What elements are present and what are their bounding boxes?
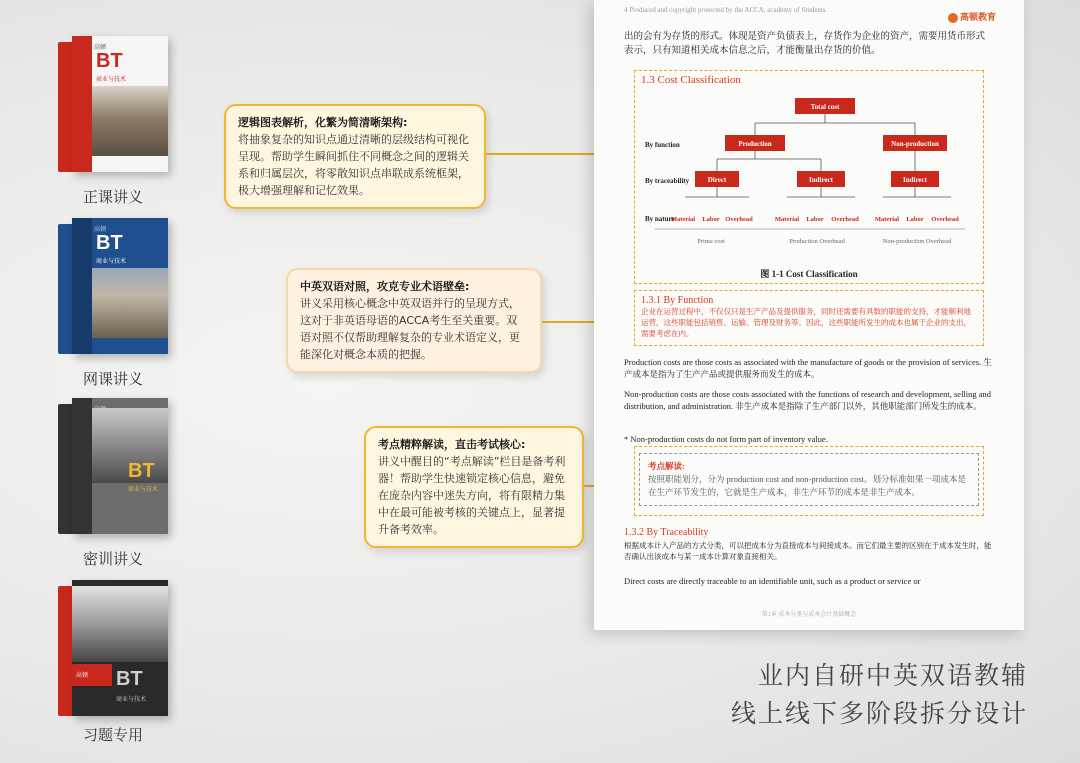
- page-footer: 第1章 成本分类与成本会计基础概念: [761, 612, 857, 618]
- bottom-production-overhead: Production Overhead: [789, 238, 845, 245]
- label-indirect-2: Indirect: [903, 176, 927, 184]
- slogan-line-1: 业内自研中英双语教辅: [757, 661, 1028, 690]
- caption-intensive: 密训讲义: [82, 550, 143, 568]
- caption-lecture: 正课讲义: [82, 188, 143, 206]
- bilingual-box: [634, 290, 984, 346]
- nature-labor-1: Labor: [702, 216, 720, 223]
- label-indirect-1: Indirect: [809, 176, 833, 184]
- building-photo: [92, 268, 168, 338]
- callout-bilingual: [286, 268, 542, 373]
- production-paragraph: Production costs are those costs as associated with the manufacture of goods or the provision of services. 生产成本是指为了生产产品或提供服务而发生的成本。: [624, 357, 992, 379]
- building-photo: [92, 86, 168, 156]
- label-total-cost: Total cost: [810, 103, 840, 111]
- callout-title: 逻辑图表解析，化繁为简清晰架构:: [238, 116, 408, 129]
- non-production-paragraph: Non-production costs are those costs associated with the functions of research and development, selling and distribution, and administration. 非生产成本是指除了生产部门以外，其他职能部门所发生的成本。: [624, 389, 992, 411]
- book-subtitle: 商业与技术: [128, 487, 159, 493]
- label-non-production: Non-production: [891, 140, 939, 148]
- nature-material-3: Material: [874, 216, 900, 223]
- nature-labor-3: Labor: [906, 216, 924, 223]
- section-title: 1.3 Cost Classification: [641, 74, 741, 86]
- exam-tip-title: 考点解读:: [648, 461, 685, 471]
- book-lecture: [58, 36, 168, 178]
- book-code: BT: [96, 50, 123, 72]
- row-label-traceability: By traceability: [645, 177, 690, 185]
- book-cover: [72, 36, 168, 172]
- nature-overhead-2: Overhead: [831, 216, 859, 223]
- callout-body: 讲义采用核心概念中英双语并行的呈现方式，这对于非英语母语的ACCA考生至关重要。双语对照不仅帮助理解复杂的专业术语定义，更能深化对概念本质的把握。: [300, 297, 520, 361]
- row-label-function: By function: [645, 141, 680, 149]
- exam-tip-outer: [634, 446, 984, 516]
- row-label-nature: By nature: [645, 215, 675, 223]
- traceability-zh-paragraph: 根据成本计入产品的方式分类，可以把成本分为直接成本与间接成本。而它们最主要的区别在于成本发生时，能否确认出该成本与某一成本计算对象直接相关。: [624, 541, 992, 561]
- book-subtitle: 商业与技术: [96, 77, 127, 83]
- book-cover: [72, 580, 168, 716]
- label-direct: Direct: [707, 176, 727, 184]
- exam-tip-body: 按照职能划分，分为 production cost and non-production cost。划分标准如果一项成本是在生产环节发生的，它就是生产成本，非生产环节的成本是非生产成本。: [648, 474, 967, 497]
- nature-overhead-1: Overhead: [725, 216, 753, 223]
- callout-exam-points: [364, 426, 584, 548]
- nature-material-1: Material: [670, 216, 696, 223]
- book-cover: [72, 218, 168, 354]
- label-production: Production: [738, 140, 772, 148]
- book-brand: 高顿: [94, 227, 107, 233]
- book-cover: [72, 398, 168, 534]
- book-subtitle: 商业与技术: [96, 259, 127, 265]
- diagram-box: [634, 70, 984, 284]
- logo-icon: [948, 13, 958, 23]
- callout-diagram: [224, 104, 486, 209]
- slogan-line-2: 线上线下多阶段拆分设计: [730, 699, 1028, 728]
- cost-classification-diagram: [635, 93, 985, 263]
- book-code: BT: [96, 232, 123, 254]
- book-code: BT: [128, 460, 155, 482]
- bottom-prime-cost: Prime cost: [697, 238, 725, 245]
- nature-labor-2: Labor: [806, 216, 824, 223]
- function-zh-paragraph: 企业在运营过程中，不仅仅只是生产产品及提供服务，同时还需要有具数的职能的支持，才能顺利地运营，这些职能包括销售、运输、管理及财务等。因此，这些职能所发生的成本也属于企业的支出，需要考虑在内。: [641, 307, 971, 338]
- book-online: [58, 218, 168, 360]
- callout-body: 将抽象复杂的知识点通过清晰的层级结构可视化呈现。帮助学生瞬间抓住不同概念之间的逻辑关系和归属层次，将零散知识点串联成系统框架，极大增强理解和记忆效果。: [238, 133, 469, 197]
- book-intensive: [58, 398, 168, 540]
- subsection-title-function: 1.3.1 By Function: [641, 295, 714, 306]
- textbook-page: [594, 0, 1024, 630]
- intro-paragraph: 出的会有为存货的形式。体现是资产负债表上，存货作为企业的资产，需要用货币形式表示，只有知道相关成本信息之后，才能衡量出存货的价值。: [624, 32, 986, 56]
- brand-logo: 高顿教育: [948, 10, 996, 23]
- figure-caption: 图 1-1 Cost Classification: [760, 269, 858, 279]
- nature-overhead-3: Overhead: [931, 216, 959, 223]
- palace-photo: [72, 586, 168, 662]
- caption-exercise: 习题专用: [82, 726, 143, 744]
- callout-body: 讲义中醒目的“考点解读”栏目是备考利器！帮助学生快速锁定核心信息，避免在庞杂内容中迷失方向，将有限精力集中在最可能被考核的关键点上，显著提升备考效率。: [378, 455, 566, 536]
- bottom-non-production-overhead: Non-production Overhead: [882, 238, 952, 245]
- exam-tip-box: [639, 453, 979, 506]
- callout-title: 考点精粹解读，直击考试核心:: [378, 438, 526, 451]
- subsection-title-traceability: 1.3.2 By Traceability: [624, 527, 709, 538]
- inventory-note: * Non-production costs do not form part of inventory value.: [624, 434, 828, 444]
- book-brand: 高顿: [94, 45, 107, 51]
- book-brand: 高顿: [76, 673, 89, 679]
- page-header: 4 Produced and copyright protected by the ACCA, academy of Students: [624, 6, 826, 14]
- book-exercise: [58, 580, 168, 722]
- book-subtitle: 商业与技术: [116, 697, 147, 703]
- nature-material-2: Material: [774, 216, 800, 223]
- direct-costs-paragraph: Direct costs are directly traceable to an identifiable unit, such as a product or service or: [624, 576, 921, 586]
- callout-title: 中英双语对照，攻克专业术语壁垒:: [300, 280, 470, 293]
- caption-online: 网课讲义: [82, 370, 143, 388]
- book-code: BT: [116, 668, 143, 690]
